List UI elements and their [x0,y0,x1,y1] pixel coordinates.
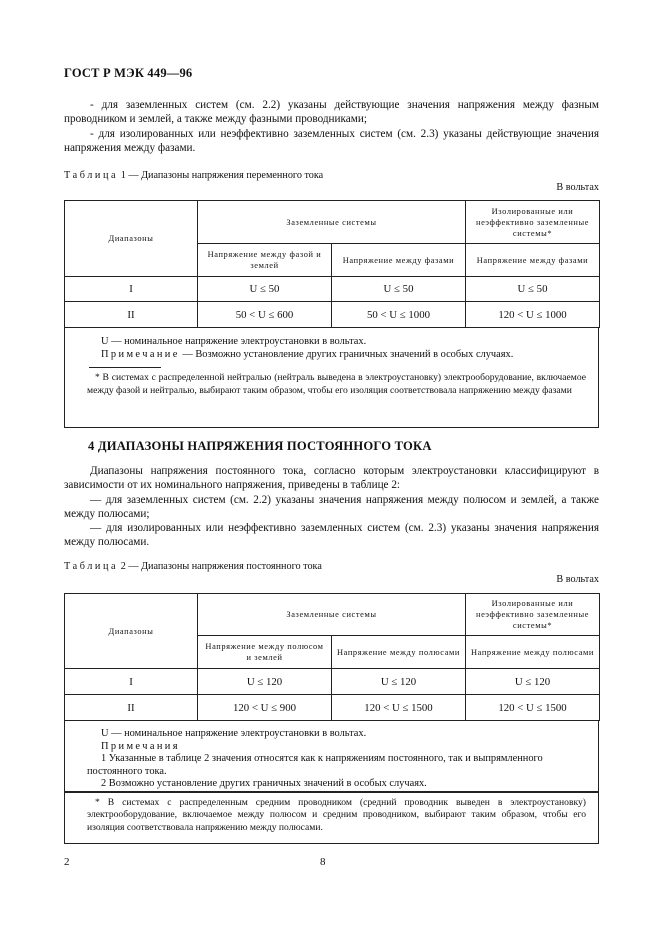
table1 [64,200,600,328]
table1-col-isolated: Изолированные или неэффективно заземленные системы* [466,201,600,244]
table1-notes [64,328,599,428]
table2-row1-range: I [65,669,198,695]
table2-row1-c2: U ≤ 120 [332,669,466,695]
table1-row1-c2: U ≤ 50 [332,277,466,302]
table1-caption-label: Таблица [64,170,119,181]
table1-row1-range: I [65,277,198,302]
table1-note: Примечание — Возможно установление других граничных значений в особых случаях. [101,348,514,360]
intro-text [64,98,599,155]
table-row [65,669,600,695]
table2-row2-c3: 120 < U ≤ 1500 [466,695,600,721]
intro-paragraph-1: - для заземленных систем (см. 2.2) указаны действующие значения напряжения между фазным проводником и землей, а также между фазными проводниками; [64,99,599,126]
table2-row2-range: II [65,695,198,721]
intro-paragraph-2: - для изолированных или неэффективно заземленных систем (см. 2.3) указаны действующие значения напряжения между фазами. [64,127,599,154]
table2-caption-label: Таблица [64,561,119,572]
table2-row1-c1: U ≤ 120 [198,669,332,695]
table2-note-u: U — номинальное напряжение электроустановки в вольтах. [101,728,367,739]
table2-note-2: 2 Возможно установление других граничных значений в особых случаях. [101,778,427,790]
table2 [64,593,600,721]
table2-notes-label: Примечания [101,740,180,752]
table2-sub-pole-pole: Напряжение между полюсами [332,636,466,669]
table-row [65,277,600,302]
table1-row2-c3: 120 < U ≤ 1000 [466,302,600,328]
table2-caption [64,561,322,572]
table1-footnote: * В системах с распределенной нейтралью (нейтраль выведена в электроустановку) электрооборудование, включаемое между фазой и нейтралью, выбирают таким образом, чтобы его изоляция соответствовала напряжению между фазами [87,372,586,396]
table1-sub-phase-ground: Напряжение между фазой и землей [198,244,332,277]
table2-row2-c1: 120 < U ≤ 900 [198,695,332,721]
table1-col-grounded: Заземленные системы [198,201,466,244]
table1-note-u: U — номинальное напряжение электроустановки в вольтах. [101,336,367,347]
table2-row2-c2: 120 < U ≤ 1500 [332,695,466,721]
table2-col-grounded: Заземленные системы [198,594,466,636]
table2-sub-pole-ground: Напряжение между полюсом и землей [198,636,332,669]
table2-note-1: 1 Указанные в таблице 2 значения относятся как к напряжениям постоянного, так и выпрямленного постоянного тока. [87,753,543,777]
table1-caption-text: 1 — Диапазоны напряжения переменного тока [120,170,324,181]
table1-row2-c1: 50 < U ≤ 600 [198,302,332,328]
table2-col-isolated: Изолированные или неэффективно заземленные системы* [466,594,600,636]
table1-sub-phase-phase: Напряжение между фазами [332,244,466,277]
page-number-left: 2 [64,856,70,868]
table1-unit: В вольтах [556,182,599,193]
table1-row1-c3: U ≤ 50 [466,277,600,302]
section4-paragraph-3: — для изолированных или неэффективно заземленных систем (см. 2.3) указаны значения напряжения между полюсами. [64,522,599,549]
table-row [65,695,600,721]
table1-row1-c1: U ≤ 50 [198,277,332,302]
table2-unit: В вольтах [556,574,599,585]
table1-row2-range: II [65,302,198,328]
table1-caption [64,170,323,181]
table2-caption-text: 2 — Диапазоны напряжения постоянного тока [120,561,322,572]
table1-col-range: Диапазоны [65,201,198,277]
section4-paragraph-2: — для заземленных систем (см. 2.2) указаны значения напряжения между полюсом и землей, а также между полюсами; [64,493,599,520]
section4-paragraph-1: Диапазоны напряжения постоянного тока, согласно которым электроустановки классифицируют в зависимости от их номинального напряжения, приведены в таблице 2: [64,465,599,492]
table2-sub-isolated-pole: Напряжение между полюсами [466,636,600,669]
table1-sub-isolated-phase: Напряжение между фазами [466,244,600,277]
section4-text [64,464,599,550]
table2-row1-c3: U ≤ 120 [466,669,600,695]
page-number-center: 8 [320,856,326,868]
section4-title: 4 ДИАПАЗОНЫ НАПРЯЖЕНИЯ ПОСТОЯННОГО ТОКА [88,439,432,453]
table2-footnote: * В системах с распределенным средним проводником (средний проводник выведен в электроустановку) электрооборудование, включаемое между полюсом и средним проводником, выбирают таким образом, чтобы его изоляция соответствовала напряжению между полюсами. [87,797,586,833]
table1-row2-c2: 50 < U ≤ 1000 [332,302,466,328]
table2-notes [64,720,599,792]
document-header: ГОСТ Р МЭК 449—96 [64,66,193,80]
table2-footnote-box [64,792,599,844]
table2-col-range: Диапазоны [65,594,198,669]
table-row [65,302,600,328]
